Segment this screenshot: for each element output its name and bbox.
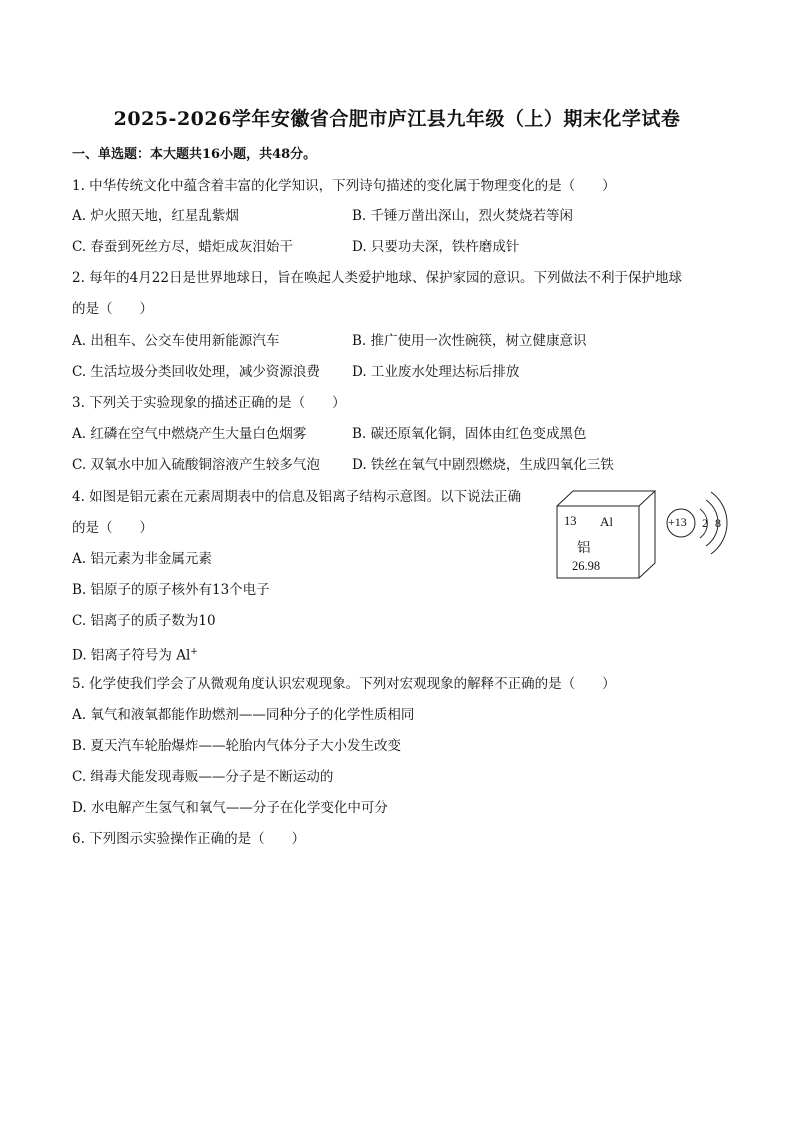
question-1-option-b: B. 千锤万凿出深山，烈火焚烧若等闲 (352, 208, 574, 224)
element-cell-figure (556, 490, 656, 580)
question-4-option-d-text: D. 铝离子符号为 Al (72, 647, 191, 664)
question-4-stem-cont: 的是（ ） (72, 520, 153, 536)
question-4-option-b: B. 铝原子的原子核外有13个电子 (72, 582, 270, 598)
question-5-option-b: B. 夏天汽车轮胎爆炸——轮胎内气体分子大小发生改变 (72, 738, 402, 754)
question-1-option-a: A. 炉火照天地，红星乱紫烟 (72, 208, 239, 224)
question-4-stem: 4. 如图是铝元素在元素周期表中的信息及铝离子结构示意图。以下说法正确 (72, 489, 522, 505)
ion-charge-superscript: + (190, 647, 198, 657)
element-name: 铝 (577, 540, 591, 556)
question-3-stem: 3. 下列关于实验现象的描述正确的是（ ） (72, 395, 346, 411)
nucleus-charge: +13 (668, 515, 687, 529)
question-1-stem: 1. 中华传统文化中蕴含着丰富的化学知识，下列诗句描述的变化属于物理变化的是（ ） (72, 178, 616, 194)
question-3-option-a: A. 红磷在空气中燃烧产生大量白色烟雾 (72, 426, 307, 442)
question-1-option-d: D. 只要功夫深，铁杵磨成针 (352, 239, 520, 255)
element-symbol: Al (600, 514, 613, 529)
shell-1-electrons: 2 (702, 516, 708, 530)
question-2-option-d: D. 工业废水处理达标后排放 (352, 364, 520, 380)
question-2-option-b: B. 推广使用一次性碗筷，树立健康意识 (352, 333, 587, 349)
question-2-option-a: A. 出租车、公交车使用新能源汽车 (72, 333, 280, 349)
question-3-option-d: D. 铁丝在氧气中剧烈燃烧，生成四氧化三铁 (352, 457, 614, 473)
question-5-stem: 5. 化学使我们学会了从微观角度认识宏观现象。下列对宏观现象的解释不正确的是（ ） (72, 676, 616, 692)
question-4-option-d (72, 643, 198, 665)
page-title: 2025-2026学年安徽省合肥市庐江县九年级（上）期末化学试卷 (113, 108, 681, 130)
atomic-number: 13 (564, 514, 577, 528)
question-4-option-c: C. 铝离子的质子数为10 (72, 613, 216, 629)
shell-2-electrons: 8 (715, 516, 721, 530)
question-5-option-c: C. 缉毒犬能发现毒贩——分子是不断运动的 (72, 769, 334, 785)
question-6-stem: 6. 下列图示实验操作正确的是（ ） (72, 831, 306, 847)
ion-structure-diagram (664, 488, 734, 560)
element-cube-outline (556, 490, 656, 580)
question-2-stem-cont: 的是（ ） (72, 301, 153, 317)
question-5-option-a: A. 氧气和液氧都能作助燃剂——同种分子的化学性质相同 (72, 707, 415, 723)
atomic-mass: 26.98 (572, 559, 601, 573)
question-3-option-c: C. 双氧水中加入硫酸铜溶液产生较多气泡 (72, 457, 320, 473)
question-2-stem: 2. 每年的4月22日是世界地球日，旨在唤起人类爱护地球、保护家园的意识。下列做法不利于保护地球 (72, 270, 682, 286)
question-3-option-b: B. 碳还原氧化铜，固体由红色变成黑色 (352, 426, 587, 442)
question-1-option-c: C. 春蚕到死丝方尽，蜡炬成灰泪始干 (72, 239, 293, 255)
section-heading: 一、单选题：本大题共16小题，共48分。 (72, 147, 317, 162)
question-4-option-a: A. 铝元素为非金属元素 (72, 551, 212, 567)
question-5-option-d: D. 水电解产生氢气和氧气——分子在化学变化中可分 (72, 800, 388, 816)
question-2-option-c: C. 生活垃圾分类回收处理，减少资源浪费 (72, 364, 320, 380)
